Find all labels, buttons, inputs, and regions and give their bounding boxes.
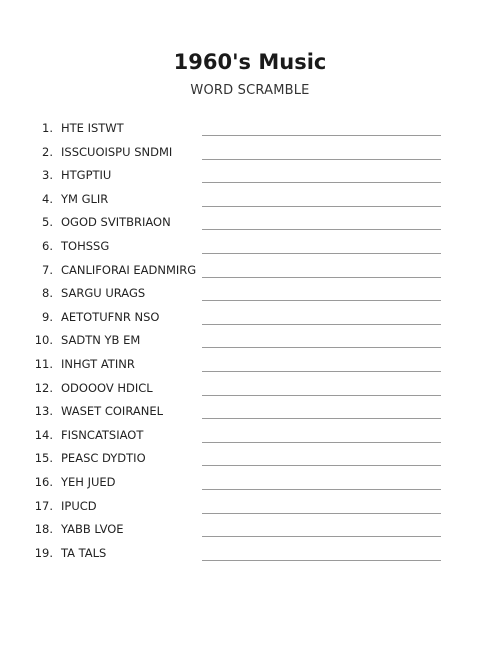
puzzle-row: [0, 166, 500, 190]
puzzle-row: [0, 497, 500, 521]
scrambled-word: CANLIFORAI EADNMIRG: [61, 262, 197, 277]
answer-line[interactable]: [202, 300, 441, 301]
answer-line[interactable]: [202, 513, 441, 514]
item-number: 2.: [42, 144, 53, 159]
puzzle-row: [0, 379, 500, 403]
puzzle-row: [0, 544, 500, 568]
answer-line[interactable]: [202, 395, 441, 396]
answer-line[interactable]: [202, 182, 441, 183]
puzzle-row: [0, 331, 500, 355]
scrambled-word: YEH JUED: [61, 474, 116, 489]
answer-line[interactable]: [202, 560, 441, 561]
item-number: 17.: [34, 498, 53, 513]
item-number: 11.: [34, 356, 53, 371]
scrambled-word: FISNCATSIAOT: [61, 427, 144, 442]
item-number: 9.: [42, 309, 53, 324]
puzzle-row: [0, 119, 500, 143]
answer-line[interactable]: [202, 489, 441, 490]
scrambled-word: ODOOOV HDICL: [61, 380, 153, 395]
item-number: 6.: [42, 238, 53, 253]
page-title: 1960's Music: [173, 50, 327, 74]
scrambled-word: WASET COIRANEL: [61, 404, 163, 419]
item-number: 15.: [34, 451, 53, 466]
item-number: 19.: [34, 545, 53, 560]
puzzle-row: [0, 449, 500, 473]
page-subtitle: WORD SCRAMBLE: [190, 83, 310, 98]
answer-line[interactable]: [202, 465, 441, 466]
puzzle-row: [0, 402, 500, 426]
answer-line[interactable]: [202, 442, 441, 443]
item-number: 5.: [42, 215, 53, 230]
answer-line[interactable]: [202, 418, 441, 419]
answer-line[interactable]: [202, 536, 441, 537]
scrambled-word: YABB LVOE: [61, 522, 124, 537]
item-number: 1.: [42, 121, 53, 135]
scrambled-word: HTGPTIU: [61, 168, 112, 183]
puzzle-row: [0, 237, 500, 261]
scrambled-word: OGOD SVITBRIAON: [61, 215, 171, 230]
scrambled-word: HTE ISTWT: [61, 121, 124, 135]
answer-line[interactable]: [202, 253, 441, 254]
puzzle-row: [0, 308, 500, 332]
puzzle-row: [0, 473, 500, 497]
item-number: 14.: [34, 427, 53, 442]
item-number: 10.: [34, 333, 53, 348]
scrambled-word: INHGT ATINR: [61, 356, 135, 371]
puzzle-row: [0, 261, 500, 285]
puzzle-row: [0, 213, 500, 237]
answer-line[interactable]: [202, 277, 441, 278]
puzzle-row: [0, 143, 500, 167]
puzzle-row: [0, 520, 500, 544]
answer-line[interactable]: [202, 347, 441, 348]
item-number: 13.: [34, 404, 53, 419]
answer-line[interactable]: [202, 371, 441, 372]
scrambled-word: IPUCD: [61, 498, 97, 513]
puzzle-row: [0, 426, 500, 450]
scrambled-word: YM GLIR: [61, 191, 109, 206]
item-number: 16.: [34, 474, 53, 489]
item-number: 18.: [34, 522, 53, 537]
scrambled-word: SARGU URAGS: [61, 286, 146, 301]
item-number: 3.: [42, 168, 53, 183]
item-number: 7.: [42, 262, 53, 277]
scrambled-word: TOHSSG: [61, 238, 110, 253]
scrambled-word: ISSCUOISPU SNDMI: [61, 144, 173, 159]
scrambled-word: AETOTUFNR NSO: [61, 309, 160, 324]
answer-line[interactable]: [202, 206, 441, 207]
answer-line[interactable]: [202, 324, 441, 325]
item-number: 12.: [34, 380, 53, 395]
scrambled-word: PEASC DYDTIO: [61, 451, 146, 466]
answer-line[interactable]: [202, 135, 441, 136]
puzzle-row: [0, 190, 500, 214]
scrambled-word: SADTN YB EM: [61, 333, 141, 348]
puzzle-row: [0, 284, 500, 308]
item-number: 8.: [42, 286, 53, 301]
puzzle-row: [0, 355, 500, 379]
answer-line[interactable]: [202, 159, 441, 160]
scrambled-word: TA TALS: [61, 545, 107, 560]
item-number: 4.: [42, 191, 53, 206]
scramble-list: [0, 119, 500, 567]
answer-line[interactable]: [202, 229, 441, 230]
